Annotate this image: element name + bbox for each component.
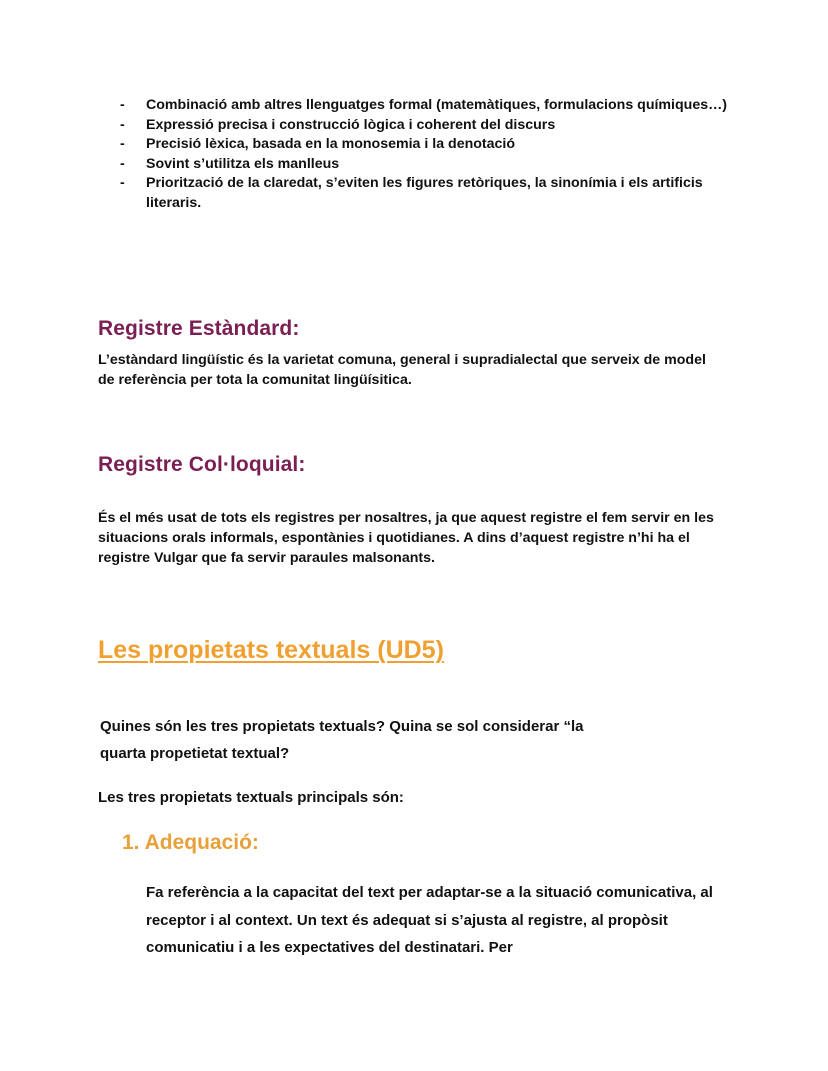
propietats-intro: Les tres propietats textuals principals són: [98, 789, 404, 806]
list-item [120, 135, 740, 155]
registre-estandard-text: L’estàndard lingüístic és la varietat comuna, general i supradialectal que serveix de model de referència per tota la comunitat lingüísitica. [98, 352, 706, 388]
bullet-marker: - [120, 175, 125, 191]
bullet-marker: - [120, 97, 125, 113]
bullet-marker: - [120, 155, 125, 172]
list-item [120, 116, 740, 136]
registre-estandard-heading: Registre Estàndard: [98, 317, 300, 340]
list-item-text: Precisió lèxica, basada en la monosemia i la denotació [146, 136, 516, 152]
registre-colloquial-text: És el més usat de tots els registres per nosaltres, ja que aquest registre el fem servir en les situacions orals informals, espontànies i quotidianes. A dins d’aquest registre n’hi ha el registre Vulgar que fa servir paraules malsonants. [98, 510, 714, 566]
list-item [120, 174, 740, 213]
list-item-text: Sovint s’utilitza els manlleus [146, 155, 340, 172]
list-item-text: Expressió precisa i construcció lògica i coherent del discurs [146, 116, 556, 133]
propietats-textuals-heading-link[interactable]: Les propietats textuals (UD5) [98, 636, 444, 664]
list-item [120, 96, 740, 116]
bullet-marker: - [120, 116, 125, 133]
list-item [120, 155, 740, 175]
adequacio-text: Fa referència a la capacitat del text per adaptar-se a la situació comunicativa, al receptor i al context. Un text és adequat si s’ajusta al registre, al propòsit comunicatiu i a les expectatives del destinatari. Per [146, 884, 713, 956]
question-paragraph [100, 713, 700, 767]
bullet-marker: - [120, 136, 125, 152]
question-line-2: quarta propetietat textual? [100, 745, 290, 762]
list-item-text: Priorització de la claredat, s’eviten les figures retòriques, la sinonímia i els artificis literaris. [146, 175, 703, 211]
features-bullet-list [120, 96, 740, 213]
adequacio-heading: 1. Adequació: [122, 831, 259, 854]
registre-colloquial-heading: Registre Col·loquial: [98, 453, 306, 476]
question-line-1: Quines són les tres propietats textuals? Quina se sol considerar “la [100, 718, 584, 735]
list-item-text: Combinació amb altres llenguatges formal (matemàtiques, formulacions químiques…) [146, 97, 728, 113]
